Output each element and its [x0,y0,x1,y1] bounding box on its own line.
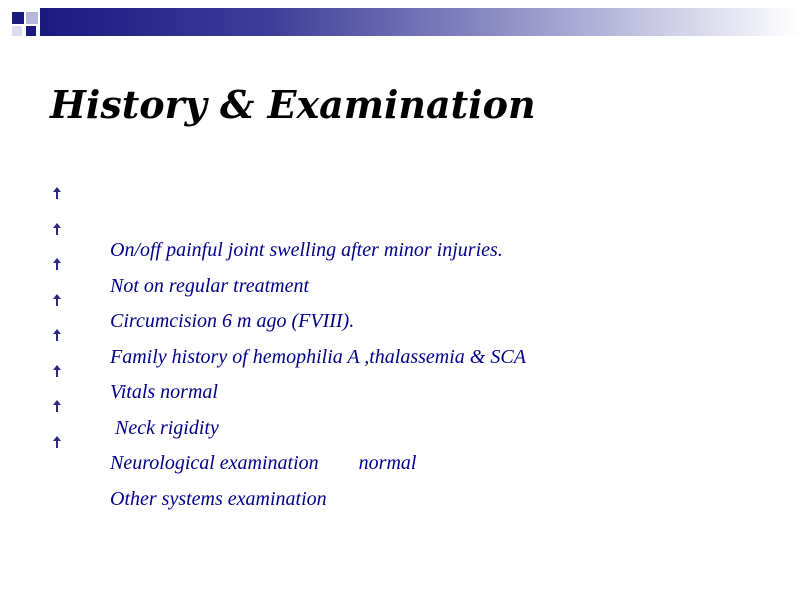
bullet-item [50,180,770,261]
bullet-text: Other systems examination [110,487,327,510]
arrow-bullet-icon [50,435,64,449]
decor-square-light-small [12,26,22,36]
decor-square-dark-small [26,26,36,36]
bullet-item [50,358,770,439]
bullet-text: Circumcision 6 m ago (FVIII). [110,310,355,332]
decor-square-light [26,12,38,24]
header-gradient-bar [40,8,800,36]
decor-square-dark [12,12,24,24]
bullet-list [50,180,770,510]
bullet-item [50,251,770,332]
bullet-text: Neck rigidity [110,416,219,439]
bullet-text: Neurological examination normal [110,452,417,474]
bullet-item [50,287,770,368]
slide-title: History & Examination [50,82,536,127]
bullet-item [50,216,770,297]
arrow-bullet-icon [50,186,64,200]
arrow-bullet-icon [50,364,64,378]
bullet-item [50,393,770,474]
bullet-text: Family history of hemophilia A ,thalassemia & SCA [110,345,526,368]
arrow-bullet-icon [50,222,64,236]
arrow-bullet-icon [50,328,64,342]
arrow-bullet-icon [50,399,64,413]
arrow-bullet-icon [50,293,64,307]
bullet-text: Not on regular treatment [110,274,310,297]
arrow-bullet-icon [50,257,64,271]
bullet-text: Vitals normal [110,381,218,403]
bullet-item [50,322,770,403]
bullet-item [50,429,770,510]
bullet-text: On/off painful joint swelling after minor injuries. [110,239,503,261]
